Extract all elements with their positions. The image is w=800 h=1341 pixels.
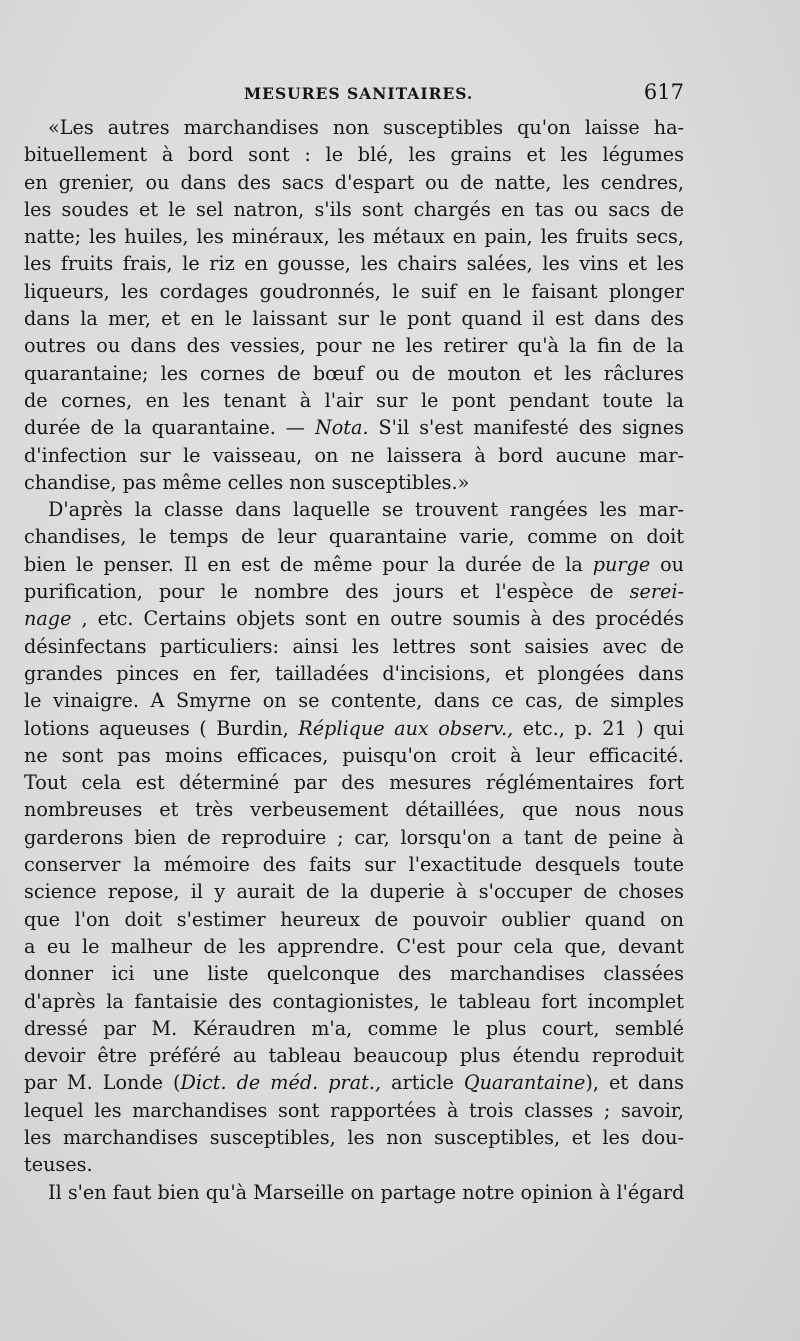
page-number: 617 [643,80,684,104]
text-line: devoir être préféré au tableau beaucoup plus étendu reproduit [24,1044,684,1068]
text-line: ne sont pas moins efficaces, puisqu'on croit à leur efficacité. [24,743,684,767]
text-line: par M. Londe (Dict. de méd. prat., article Quarantaine), et dans [24,1071,684,1095]
text-line: d'après la fantaisie des contagionistes, le tableau fort incomplet [24,989,684,1013]
text-line: conserver la mémoire des faits sur l'exactitude desquels toute [24,853,684,877]
text-line: bien le penser. Il en est de même pour la durée de la purge ou [24,552,684,576]
text-line: lotions aqueuses ( Burdin, Réplique aux observ., etc., p. 21 ) qui [24,716,684,740]
text-line: d'infection sur le vaisseau, on ne laissera à bord aucune mar- [24,443,684,467]
text-line: de cornes, en les tenant à l'air sur le pont pendant toute la [24,388,684,412]
main-paragraph [24,496,684,1178]
running-title: MESURES SANITAIRES. [244,84,474,103]
text-line: nombreuses et très verbeusement détaillées, que nous nous [24,798,684,822]
page-header [24,80,684,110]
text-line: lequel les marchandises sont rapportées à trois classes ; savoir, [24,1098,684,1122]
text-line: liqueurs, les cordages goudronnés, le suif en le faisant plonger [24,279,684,303]
text-line: purification, pour le nombre des jours et l'espèce de serei- [24,580,684,604]
text-line: chandise, pas même celles non susceptibles.» [24,470,470,494]
text-line: grandes pinces en fer, tailladées d'incisions, et plongées dans [24,661,684,685]
text-line: quarantaine; les cornes de bœuf ou de mouton et les râclures [24,361,684,385]
text-line: a eu le malheur de les apprendre. C'est pour cela que, devant [24,934,684,958]
text-line: bituellement à bord sont : le blé, les grains et les légumes [24,143,684,167]
body-text [24,114,684,1206]
text-line: que l'on doit s'estimer heureux de pouvoir oublier quand on [24,907,684,931]
text-line: les soudes et le sel natron, s'ils sont chargés en tas ou sacs de [24,197,684,221]
text-line: en grenier, ou dans des sacs d'espart ou de natte, les cendres, [24,170,684,194]
text-line: dressé par M. Kéraudren m'a, comme le plus court, semblé [24,1016,684,1040]
text-line: nage , etc. Certains objets sont en outre soumis à des procédés [24,607,684,631]
text-line: «Les autres marchandises non susceptibles qu'on laisse ha- [48,116,684,139]
text-line: science repose, il y aurait de la duperie à s'occuper de choses [24,880,684,904]
text-line: natte; les huiles, les minéraux, les métaux en pain, les fruits secs, [24,225,684,249]
text-line: garderons bien de reproduire ; car, lorsqu'on a tant de peine à [24,825,684,849]
closing-paragraph [24,1179,684,1206]
text-line: les fruits frais, le riz en gousse, les chairs salées, les vins et les [24,252,684,276]
text-line: donner ici une liste quelconque des marchandises classées [24,962,684,986]
text-line: le vinaigre. A Smyrne on se contente, dans ce cas, de simples [24,689,684,713]
text-line: teuses. [24,1153,93,1177]
text-line: les marchandises susceptibles, les non susceptibles, et les dou- [24,1125,684,1149]
text-line: Il s'en faut bien qu'à Marseille on partage notre opinion à l'égard [48,1180,684,1204]
text-line: désinfectans particuliers: ainsi les lettres sont saisies avec de [24,634,684,658]
text-line: D'après la classe dans laquelle se trouvent rangées les mar- [48,498,684,522]
text-line: chandises, le temps de leur quarantaine varie, comme on doit [24,525,684,549]
text-line: outres ou dans des vessies, pour ne les retirer qu'à la fin de la [24,334,684,358]
text-line: durée de la quarantaine. — Nota. S'il s'est manifesté des signes [24,416,684,440]
text-line: Tout cela est déterminé par des mesures réglémentaires fort [24,771,684,795]
quoted-paragraph [24,114,684,496]
text-line: dans la mer, et en le laissant sur le pont quand il est dans des [24,307,684,331]
